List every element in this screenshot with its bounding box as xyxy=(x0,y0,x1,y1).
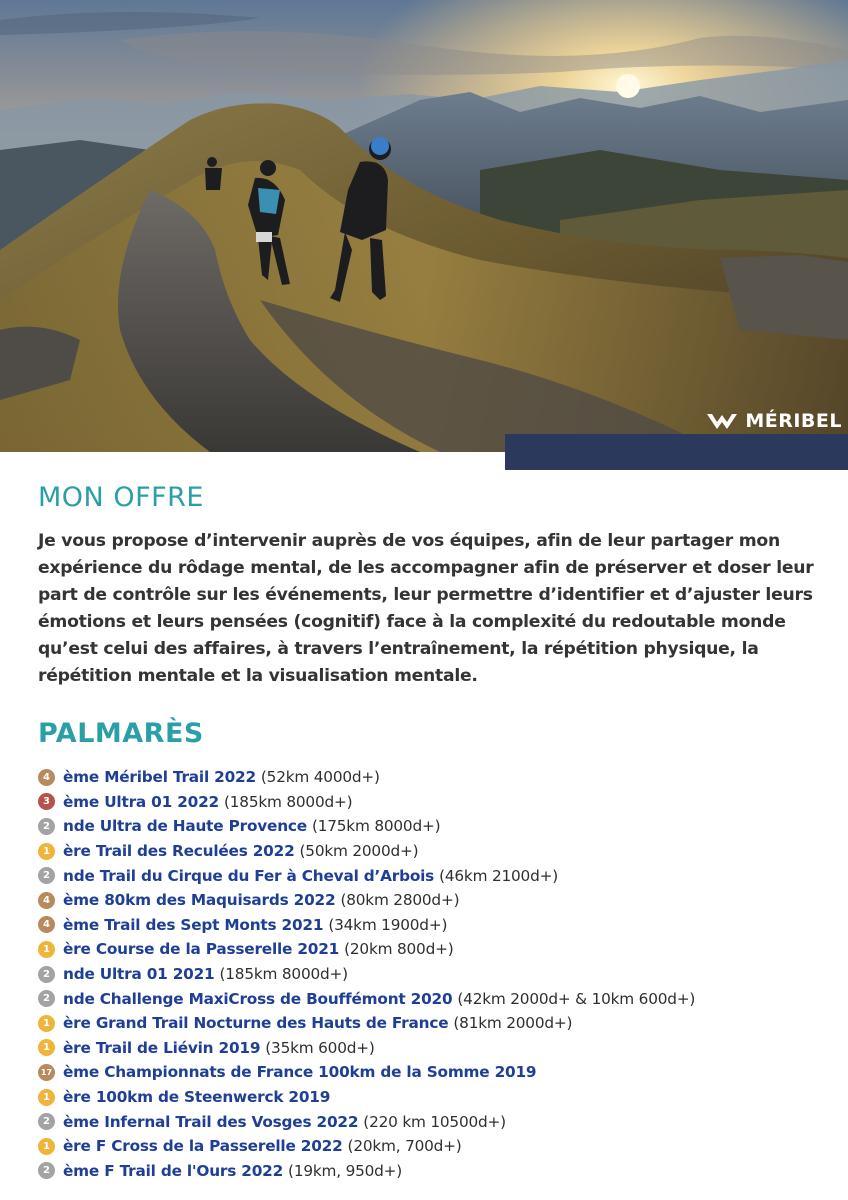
rank-badge: 17 xyxy=(38,1064,55,1081)
palmares-item xyxy=(38,1036,828,1061)
palmares-title: nde Trail du Cirque du Fer à Cheval d’Arbois xyxy=(63,866,435,885)
rank-badge: 2 xyxy=(38,867,55,884)
logo-text: MÉRIBEL xyxy=(745,410,842,432)
palmares-item xyxy=(38,913,828,938)
palmares-detail: (20km 800d+) xyxy=(344,940,454,959)
decorative-navy-bar xyxy=(505,434,848,470)
rank-badge: 2 xyxy=(38,990,55,1007)
palmares-detail: (175km 8000d+) xyxy=(311,817,441,836)
palmares-detail: (185km 8000d+) xyxy=(223,792,353,811)
offer-paragraph: Je vous propose d’intervenir auprès de vos équipes, afin de leur partager mon expérience du rôdage mental, de les accompagner afin de préserver et doser leur part de contrôle sur les événements, leur permettre d’identifier et d’ajuster leurs émotions et leurs pensées (cognitif) face à la complexité du redoutable monde qu’est celui des affaires, à travers l’entraînement, la répétition physique, la répétition mentale et la visualisation mentale. xyxy=(38,531,814,686)
rank-badge: 4 xyxy=(38,892,55,909)
palmares-item xyxy=(38,1159,828,1184)
palmares-detail: (52km 4000d+) xyxy=(260,768,380,787)
rank-badge: 3 xyxy=(38,793,55,810)
palmares-item xyxy=(38,1060,828,1085)
rank-badge: 2 xyxy=(38,966,55,983)
rank-badge: 1 xyxy=(38,1138,55,1155)
palmares-title: ème Trail des Sept Monts 2021 xyxy=(63,915,324,934)
palmares-detail: (19km, 950d+) xyxy=(288,1161,403,1180)
palmares-title: ère F Cross de la Passerelle 2022 xyxy=(63,1137,343,1156)
rank-badge: 1 xyxy=(38,1089,55,1106)
palmares-title: nde Ultra de Haute Provence xyxy=(63,817,307,836)
palmares-title: ère Course de la Passerelle 2021 xyxy=(63,940,340,959)
palmares-item xyxy=(38,765,828,790)
rank-badge: 1 xyxy=(38,843,55,860)
meribel-mark-icon xyxy=(705,410,739,432)
palmares-title: ème 80km des Maquisards 2022 xyxy=(63,891,336,910)
palmares-detail: (34km 1900d+) xyxy=(328,915,448,934)
rank-badge: 1 xyxy=(38,1039,55,1056)
trail-running-mountain-photo xyxy=(0,0,848,452)
palmares-item xyxy=(38,937,828,962)
palmares-item xyxy=(38,986,828,1011)
rank-badge: 4 xyxy=(38,769,55,786)
rank-badge: 2 xyxy=(38,1113,55,1130)
palmares-detail: (185km 8000d+) xyxy=(219,965,348,984)
palmares-title: ème Méribel Trail 2022 xyxy=(63,768,256,787)
rank-badge: 1 xyxy=(38,1015,55,1032)
palmares-title: ère Trail des Reculées 2022 xyxy=(63,842,295,861)
rank-badge: 1 xyxy=(38,941,55,958)
palmares-title: nde Ultra 01 2021 xyxy=(63,965,215,984)
palmares-item xyxy=(38,1011,828,1036)
palmares-item xyxy=(38,863,828,888)
palmares-title: ère 100km de Steenwerck 2019 xyxy=(63,1088,331,1107)
palmares-detail: (80km 2800d+) xyxy=(340,891,460,910)
palmares-detail: (20km, 700d+) xyxy=(347,1137,462,1156)
rank-badge: 2 xyxy=(38,1162,55,1179)
palmares-item xyxy=(38,790,828,815)
palmares-item xyxy=(38,888,828,913)
palmares-title: ème Infernal Trail des Vosges 2022 xyxy=(63,1112,359,1131)
palmares-item xyxy=(38,1085,828,1110)
palmares-title: ère Trail de Liévin 2019 xyxy=(63,1038,261,1057)
palmares-item xyxy=(38,839,828,864)
palmares-title: nde Challenge MaxiCross de Bouffémont 2020 xyxy=(63,989,453,1008)
offer-heading: MON OFFRE xyxy=(38,482,204,513)
palmares-detail: (46km 2100d+) xyxy=(439,866,558,885)
rank-badge: 2 xyxy=(38,818,55,835)
meribel-logo xyxy=(705,410,842,432)
palmares-detail: (81km 2000d+) xyxy=(453,1014,573,1033)
palmares-item xyxy=(38,814,828,839)
palmares-item xyxy=(38,1134,828,1159)
palmares-item xyxy=(38,1109,828,1134)
palmares-list xyxy=(38,765,828,1183)
palmares-title: ème Championnats de France 100km de la Somme 2019 xyxy=(63,1063,537,1082)
palmares-title: ère Grand Trail Nocturne des Hauts de France xyxy=(63,1014,449,1033)
palmares-heading: PALMARÈS xyxy=(38,718,204,749)
palmares-detail: (50km 2000d+) xyxy=(299,842,419,861)
palmares-detail: (220 km 10500d+) xyxy=(363,1112,506,1131)
palmares-detail: (35km 600d+) xyxy=(265,1038,375,1057)
palmares-item xyxy=(38,962,828,987)
palmares-detail: (42km 2000d+ & 10km 600d+) xyxy=(457,989,696,1008)
hero-photo xyxy=(0,0,848,452)
rank-badge: 4 xyxy=(38,916,55,933)
content xyxy=(38,478,828,1183)
palmares-title: ème Ultra 01 2022 xyxy=(63,792,219,811)
palmares-title: ème F Trail de l'Ours 2022 xyxy=(63,1161,284,1180)
